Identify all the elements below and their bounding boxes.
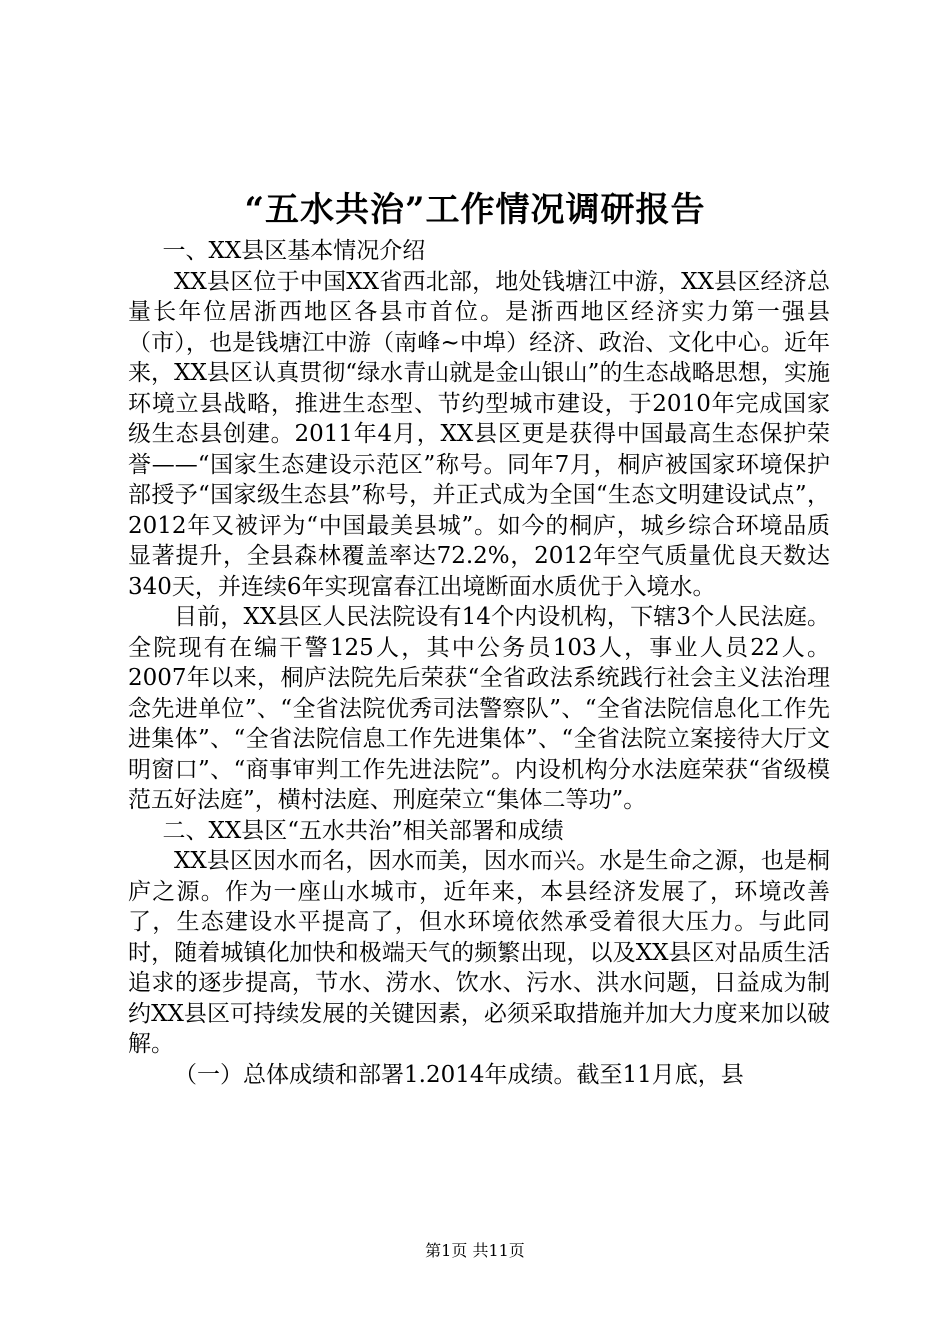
- paragraph: 目前，XX县区人民法院设有14个内设机构，下辖3个人民法庭。全院现有在编干警125人，其中公务员103人，事业人员22人。2007年以来，桐庐法院先后荣获“全省政法系统践行社会主义法治理念先进单位”、“全省法院优秀司法警察队”、“全省法院信息化工作先进集体”、“全省法院信息工作先进集体”、“全省法院立案接待大厅文明窗口”、“商事审判工作先进法院”。内设机构分水法庭荣获“省级模范五好法庭”，横村法庭、刑庭荣立“集体二等功”。: [128, 604, 830, 813]
- section-heading: 一、XX县区基本情况介绍: [162, 238, 426, 264]
- document-body: [128, 236, 830, 1090]
- paragraph: （一）总体成绩和部署1.2014年成绩。截至11月底，县: [174, 1061, 744, 1088]
- document-title: “五水共治”工作情况调研报告: [244, 190, 706, 230]
- paragraph: XX县区位于中国XX省西北部，地处钱塘江中游，XX县区经济总量长年位居浙西地区各县市首位。是浙西地区经济实力第一强县（市），也是钱塘江中游（南峰~中埠）经济、政治、文化中心。近年来，XX县区认真贯彻“绿水青山就是金山银山”的生态战略思想，实施环境立县战略，推进生态型、节约型城市建设，于2010年完成国家级生态县创建。2011年4月，XX县区更是获得中国最高生态保护荣誉——“国家生态建设示范区”称号。同年7月，桐庐被国家环境保护部授予“国家级生态县”称号，并正式成为全国“生态文明建设试点”，2012年又被评为“中国最美县城”。如今的桐庐，城乡综合环境品质显著提升，全县森林覆盖率达72.2%，2012年空气质量优良天数达340天，并连续6年实现富春江出境断面水质优于入境水。: [128, 268, 830, 600]
- page-footer: 第1页 共11页: [425, 1241, 525, 1260]
- paragraph: XX县区因水而名，因水而美，因水而兴。水是生命之源，也是桐庐之源。作为一座山水城市，近年来，本县经济发展了，环境改善了，生态建设水平提高了，但水环境依然承受着很大压力。与此同时，随着城镇化加快和极端天气的频繁出现，以及XX县区对品质生活追求的逐步提高，节水、涝水、饮水、污水、洪水问题，日益成为制约XX县区可持续发展的关键因素，必须采取措施并加大力度来加以破解。: [128, 848, 830, 1057]
- section-heading: 二、XX县区“五水共治”相关部署和成绩: [162, 817, 564, 844]
